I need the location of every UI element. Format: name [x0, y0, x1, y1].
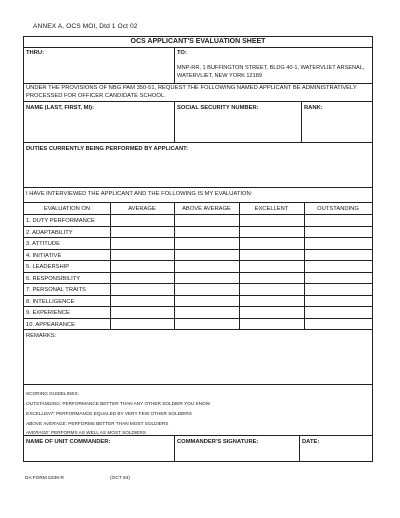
guideline-outstanding: [26, 401, 210, 406]
duties-label: DUTIES CURRENTLY BEING PERFORMED BY APPLICANT:: [26, 146, 189, 152]
guideline-def: : PERFORMANCE EQUALED BY VERY FEW OTHER SOLDIERS: [53, 411, 192, 416]
eval-row: [24, 307, 372, 319]
eval-row: [24, 284, 372, 296]
name-label: NAME (LAST, FIRST, MI):: [26, 105, 94, 111]
eval-col-outstanding: OUTSTANDING: [317, 206, 359, 212]
guideline-term: OUTSTANDING: [26, 401, 60, 406]
thru-to-section: [24, 48, 372, 84]
thru-label: THRU:: [26, 50, 45, 56]
eval-item-label: 7. PERSONAL TRAITS: [26, 287, 86, 293]
form-number: DA FORM 5339-R: [25, 476, 64, 481]
guideline-average: [26, 430, 146, 435]
eval-col-excellent: EXCELLENT: [254, 206, 289, 212]
remarks-section: [24, 330, 372, 385]
eval-row: [24, 273, 372, 285]
scoring-guidelines: [24, 385, 372, 436]
form-date: (OCT 84): [110, 476, 130, 481]
eval-header-row: [24, 203, 372, 215]
eval-col-evaluation-on: EVALUATION ON: [43, 206, 91, 212]
date-label: DATE:: [302, 439, 320, 445]
eval-row: [24, 319, 372, 331]
guideline-excellent: [26, 411, 192, 416]
eval-item-label: 5. LEADERSHIP: [26, 264, 70, 270]
guideline-term: ABOVE AVERAGE: [26, 421, 66, 426]
remarks-label: REMARKS:: [26, 333, 57, 339]
form-title: OCS APPLICANT'S EVALUATION SHEET: [24, 37, 372, 48]
eval-row: [24, 227, 372, 239]
commander-signature-label: COMMANDER'S SIGNATURE:: [177, 439, 259, 445]
guideline-term: AVERAGE: [26, 430, 49, 435]
eval-col-above-average: ABOVE AVERAGE: [182, 206, 231, 212]
annex-reference: ANNEX A, OCS MOI, Dtd 1 Oct 02: [33, 23, 138, 30]
rank-label: RANK:: [304, 105, 323, 111]
interview-section: [24, 188, 372, 203]
provision-section: [24, 84, 372, 102]
guideline-def: : PERFORMANCE BETTER THAN ANY OTHER SOLDIER YOU KNOW: [59, 401, 211, 406]
guidelines-heading: SCORING GUIDELINES:: [26, 391, 79, 396]
eval-col-average: AVERAGE: [128, 206, 156, 212]
eval-item-label: 2. ADAPTABILITY: [26, 229, 73, 236]
eval-row: [24, 215, 372, 227]
eval-item-label: 10. APPEARANCE: [26, 321, 75, 328]
guideline-def: : PERFORMS AS WELL AS MOST SOLDIERS: [48, 430, 146, 435]
to-address: MNP-RR, 1 BUFFINGTON STREET, BLDG 40-1, WATERVLIET ARSENAL, WATERVLIET, NEW YORK 12189: [177, 65, 365, 79]
applicant-info-section: [24, 102, 372, 143]
eval-item-label: 3. ATTITUDE: [26, 241, 61, 247]
provision-text: UNDER THE PROVISIONS OF NBG PAM 350-51, REQUEST THE FOLLOWING NAMED APPLICANT BE ADMINISTRATIVELY PROCESSED FOR OFFICER CANDIDATE SCHOOL.: [26, 85, 357, 99]
eval-item-label: 8. INTELLIGENCE: [26, 298, 75, 305]
eval-row: [24, 250, 372, 262]
guideline-above-average: [26, 421, 168, 426]
eval-item-label: 6. RESPONSIBILITY: [26, 275, 81, 282]
commander-name-label: NAME OF UNIT COMMANDER:: [26, 439, 111, 445]
to-label: TO:: [177, 50, 187, 56]
eval-item-label: 1. DUTY PERFORMANCE: [26, 218, 95, 224]
eval-item-label: 9. EXPERIENCE: [26, 310, 70, 316]
eval-row: [24, 238, 372, 250]
guideline-def: : PERFORMS BETTER THAN MOST SOLDIERS: [65, 421, 169, 426]
eval-item-label: 4. INITIATIVE: [26, 252, 62, 259]
eval-row: [24, 261, 372, 273]
evaluation-form: [23, 36, 373, 462]
commander-section: [24, 436, 372, 462]
interview-text: I HAVE INTERVIEWED THE APPLICANT AND THE FOLLOWING IS MY EVALUATION:: [26, 191, 253, 197]
duties-section: [24, 143, 372, 188]
ssn-label: SOCIAL SECURITY NUMBER:: [177, 105, 259, 111]
eval-row: [24, 296, 372, 308]
guideline-term: EXCELLENT: [26, 411, 54, 416]
